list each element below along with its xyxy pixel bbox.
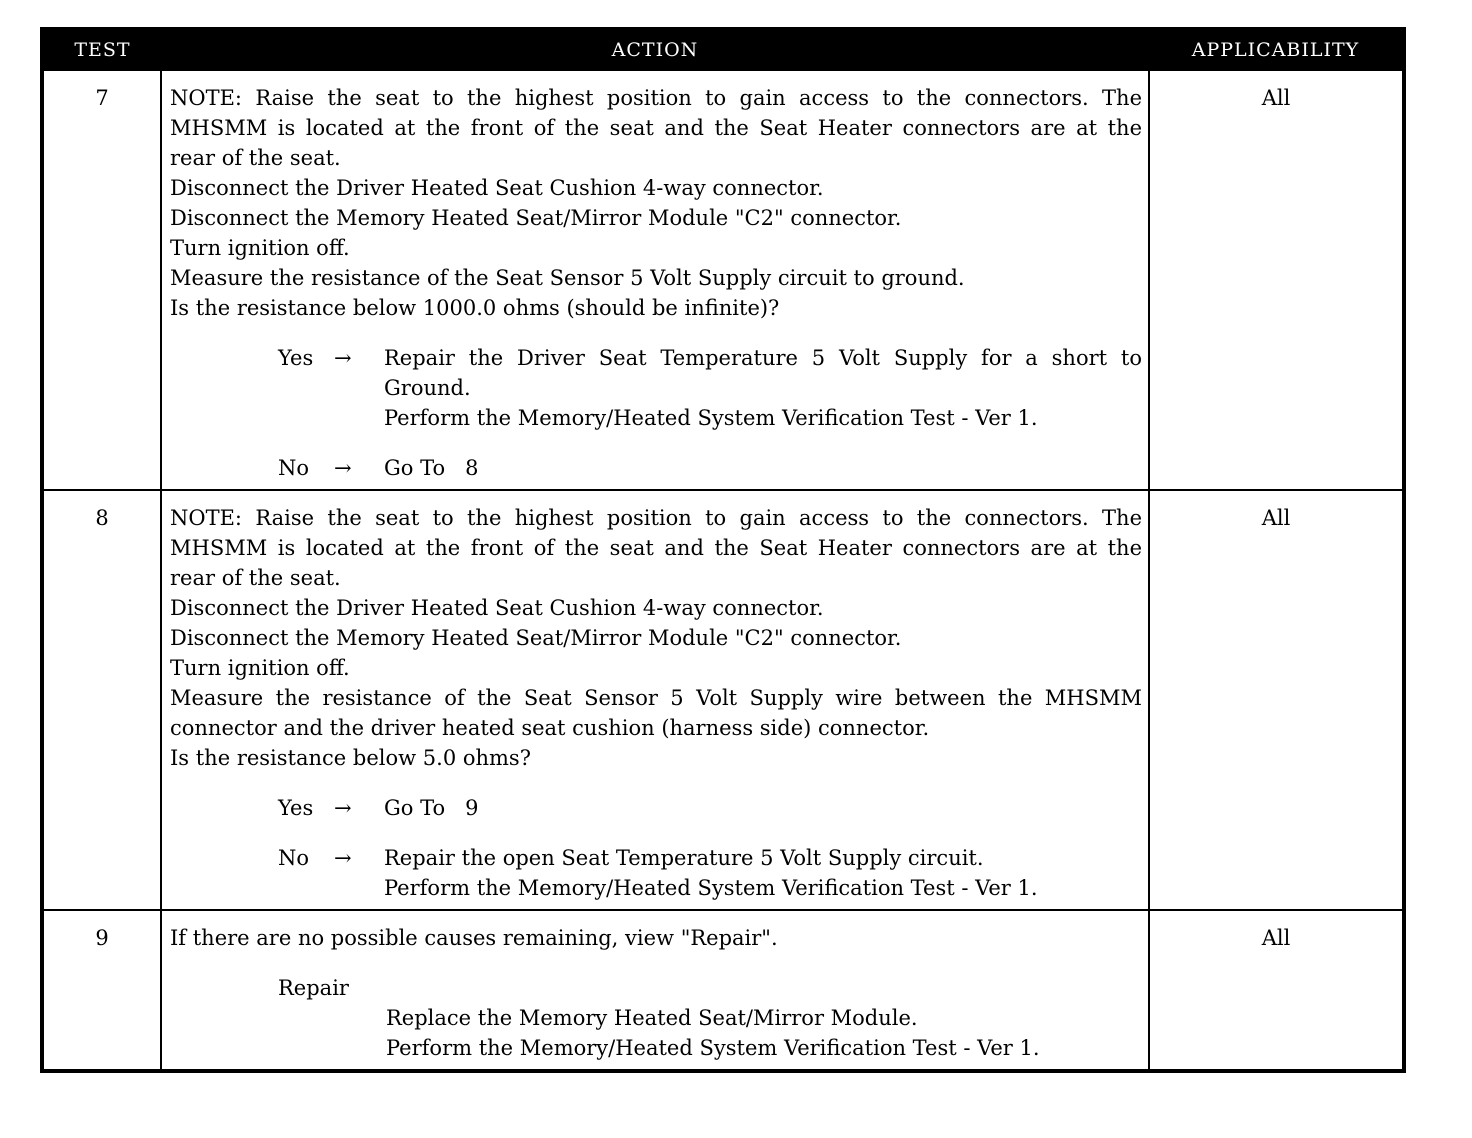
outcome-key: Yes [278, 796, 314, 820]
step-line: Disconnect the Driver Heated Seat Cushion 4-way connector. [170, 596, 824, 620]
question-line: Is the resistance below 5.0 ohms? [170, 746, 531, 770]
arrow-icon: → [334, 346, 352, 370]
header-action: ACTION [161, 29, 1149, 70]
note-line: rear of the seat. [170, 566, 341, 590]
note-line: MHSMM is located at the front of the seat and the Seat Heater connectors are at the [170, 116, 1142, 140]
table-row [42, 910, 1404, 1071]
note-line: rear of the seat. [170, 146, 341, 170]
note-line: NOTE: Raise the seat to the highest position to gain access to the connectors. The [170, 86, 1142, 110]
action-cell [161, 490, 1149, 910]
applicability-value: All [1149, 490, 1404, 910]
step-line: Disconnect the Driver Heated Seat Cushion 4-way connector. [170, 176, 824, 200]
action-cell [161, 70, 1149, 490]
outcome-result: Repair the open Seat Temperature 5 Volt Supply circuit. Perform the Memory/Heated System Verification Test - Ver 1. [384, 846, 1038, 900]
outcome-result: Go To 9 [384, 796, 479, 820]
note-line: MHSMM is located at the front of the seat and the Seat Heater connectors are at the [170, 536, 1142, 560]
repair-block [170, 973, 1142, 1063]
note-line: NOTE: Raise the seat to the highest position to gain access to the connectors. The [170, 506, 1142, 530]
outcome-no [170, 843, 1142, 903]
outcome-result: Repair the Driver Seat Temperature 5 Volt Supply for a short to Ground. Perform the Memory/Heated System Verification Test - Ver 1. [384, 346, 1142, 430]
intro-line: If there are no possible causes remaining, view "Repair". [170, 926, 778, 950]
applicability-value: All [1149, 70, 1404, 490]
step-line: Disconnect the Memory Heated Seat/Mirror Module "C2" connector. [170, 206, 902, 230]
repair-label: Repair [278, 976, 349, 1000]
outcome-key: No [278, 456, 310, 480]
action-cell [161, 910, 1149, 1071]
test-number: 7 [42, 70, 161, 490]
arrow-icon: → [334, 846, 352, 870]
table-row [42, 490, 1404, 910]
step-line: connector and the driver heated seat cushion (harness side) connector. [170, 716, 930, 740]
step-line: Disconnect the Memory Heated Seat/Mirror Module "C2" connector. [170, 626, 902, 650]
arrow-icon: → [334, 796, 352, 820]
header-applicability: APPLICABILITY [1149, 29, 1404, 70]
outcome-yes [170, 793, 1142, 823]
applicability-value: All [1149, 910, 1404, 1071]
step-line: Turn ignition off. [170, 236, 350, 260]
step-line: Turn ignition off. [170, 656, 350, 680]
outcome-key: No [278, 846, 310, 870]
table-row [42, 70, 1404, 490]
outcome-no [170, 453, 1142, 483]
repair-lines: Replace the Memory Heated Seat/Mirror Module. Perform the Memory/Heated System Verification Test - Ver 1. [386, 1006, 1040, 1060]
question-line: Is the resistance below 1000.0 ohms (should be infinite)? [170, 296, 780, 320]
header-row [42, 29, 1404, 70]
header-test: TEST [42, 29, 161, 70]
test-number: 8 [42, 490, 161, 910]
test-number: 9 [42, 910, 161, 1071]
diagnostic-test-table [40, 27, 1406, 1073]
outcome-result: Go To 8 [384, 456, 479, 480]
outcome-yes [170, 343, 1142, 433]
step-line: Measure the resistance of the Seat Sensor 5 Volt Supply circuit to ground. [170, 266, 965, 290]
outcome-key: Yes [278, 346, 314, 370]
arrow-icon: → [334, 456, 352, 480]
step-line: Measure the resistance of the Seat Sensor 5 Volt Supply wire between the MHSMM [170, 686, 1142, 710]
